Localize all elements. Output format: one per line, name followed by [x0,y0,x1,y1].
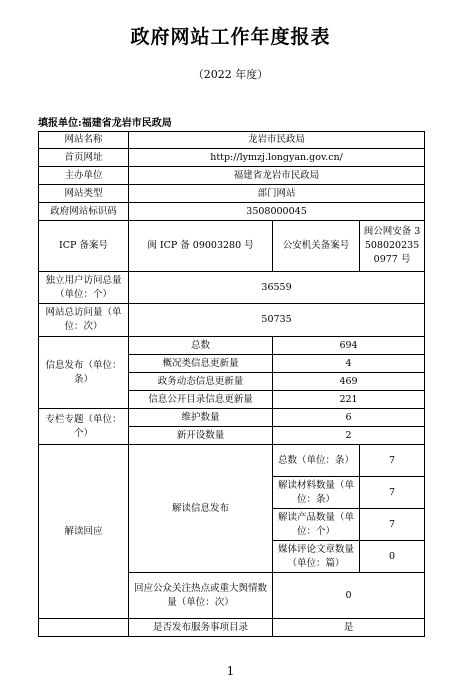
service-list-value: 是 [273,619,425,637]
row-homepage [39,149,425,167]
interp-products-label: 解读产品数量（单位：个） [273,509,360,541]
interp-media-label: 媒体评论文章数量（单位：篇） [273,541,360,573]
overview-update-label: 概况类信息更新量 [129,355,273,373]
affairs-update-value: 469 [273,373,425,391]
row-service-list [39,619,425,637]
security-record-value: 闽公网安备 35080202350977 号 [360,221,425,272]
info-publish-label: 信息发布（单位：条） [39,337,129,409]
organizer-label: 主办单位 [39,167,129,185]
row-site-id [39,203,425,221]
interp-total-value: 7 [360,445,425,477]
filler-label: 填报单位: [38,118,82,129]
row-icp [39,221,425,272]
interp-media-value: 0 [360,541,425,573]
security-record-label: 公安机关备案号 [273,221,360,272]
row-interp-total [39,445,425,477]
row-unique-visitors [39,272,425,304]
overview-update-value: 4 [273,355,425,373]
interp-hotspot-value: 0 [273,573,425,619]
topics-maintained-label: 维护数量 [129,409,273,427]
homepage-label: 首页网址 [39,149,129,167]
topics-new-label: 新开设数量 [129,427,273,445]
row-total-visits [39,304,425,337]
report-title: 政府网站工作年度报表 [130,26,331,48]
site-type-value: 部门网站 [129,185,425,203]
site-name-label: 网站名称 [39,132,129,149]
row-topics-maintained [39,409,425,427]
row-info-total [39,337,425,355]
page-number: 1 [226,664,235,678]
info-total-value: 694 [273,337,425,355]
interp-hotspot-label: 回应公众关注热点或重大舆情数量（单位：次） [129,573,273,619]
report-year: （2022 年度） [192,68,269,81]
site-type-label: 网站类型 [39,185,129,203]
service-list-blank [39,619,129,637]
topics-new-value: 2 [273,427,425,445]
homepage-value: http://lymzj.longyan.gov.cn/ [129,149,425,167]
filler-value: 福建省龙岩市民政局 [81,118,172,129]
site-name-value: 龙岩市民政局 [129,132,425,149]
topics-label: 专栏专题（单位：个） [39,409,129,445]
row-organizer [39,167,425,185]
affairs-update-label: 政务动态信息更新量 [129,373,273,391]
row-site-name [39,132,425,149]
row-site-type [39,185,425,203]
icp-value: 闽 ICP 备 09003280 号 [129,221,273,272]
topics-maintained-value: 6 [273,409,425,427]
total-visits-label: 网站总访问量（单位：次） [39,304,129,337]
interpretation-label: 解读回应 [39,445,129,619]
interp-materials-label: 解读材料数量（单位：条） [273,477,360,509]
service-list-label: 是否发布服务事项目录 [129,619,273,637]
unique-visitors-label: 独立用户访问总量（单位：个） [39,272,129,304]
interp-products-value: 7 [360,509,425,541]
disclosure-update-label: 信息公开目录信息更新量 [129,391,273,409]
site-id-value: 3508000045 [129,203,425,221]
icp-label: ICP 备案号 [39,221,129,272]
site-id-label: 政府网站标识码 [39,203,129,221]
interp-total-label: 总数（单位：条） [273,445,360,477]
report-table [38,131,425,637]
total-visits-value: 50735 [129,304,425,337]
interp-materials-value: 7 [360,477,425,509]
info-total-label: 总数 [129,337,273,355]
interp-publish-label: 解读信息发布 [129,445,273,573]
disclosure-update-value: 221 [273,391,425,409]
organizer-value: 福建省龙岩市民政局 [129,167,425,185]
filler-unit [38,114,172,129]
unique-visitors-value: 36559 [129,272,425,304]
